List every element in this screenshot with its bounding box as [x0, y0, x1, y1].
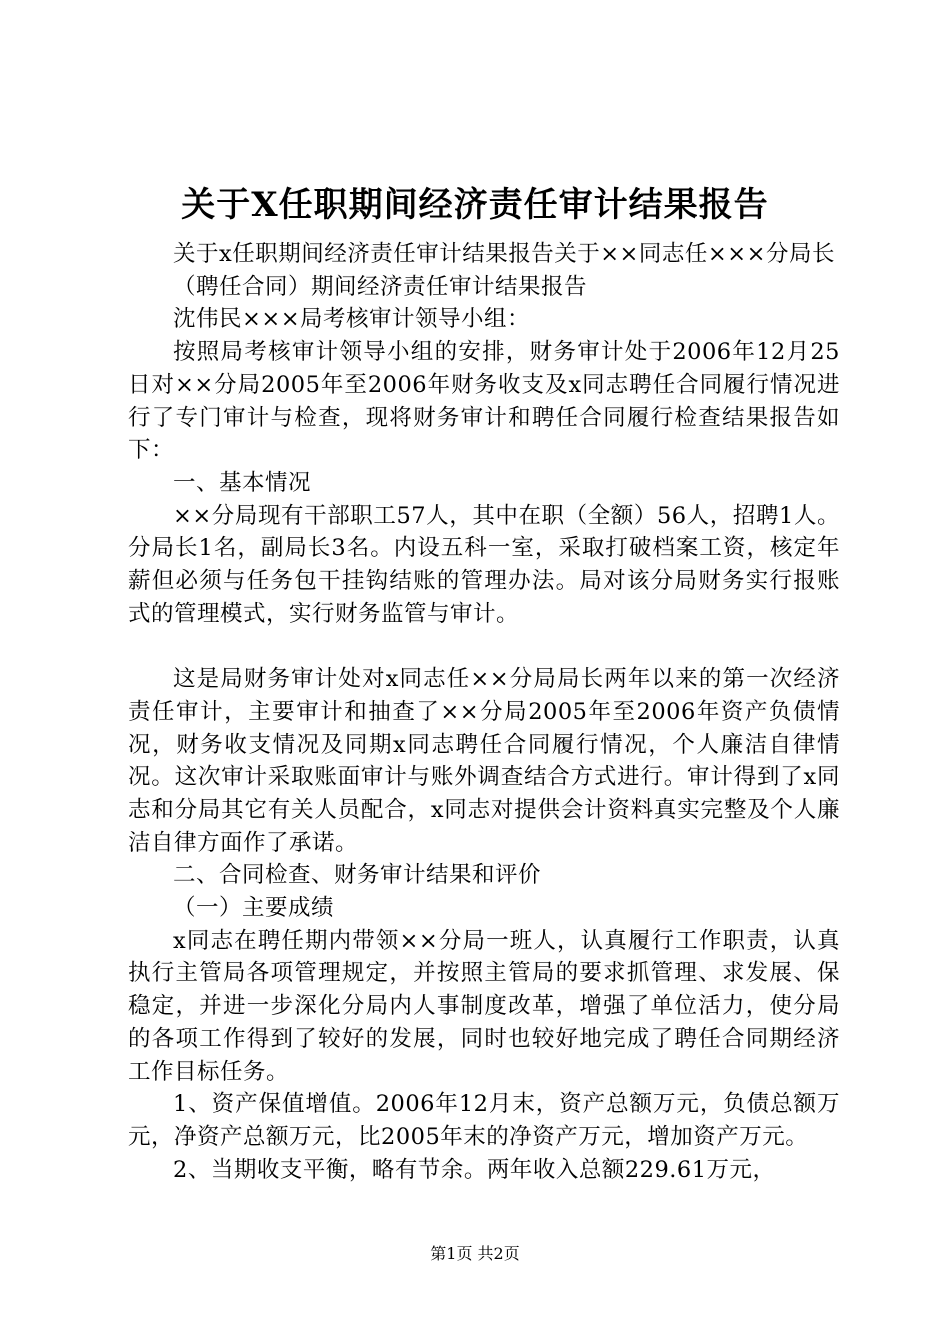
paragraph-heading-line: 关于x任职期间经济责任审计结果报告关于××同志任×××分局长 [173, 241, 835, 267]
document-body [128, 238, 840, 1186]
paragraph-intro: 按照局考核审计领导小组的安排，财务审计处于2006年12月25日对××分局2005年至2006年财务收支及x同志聘任合同履行情况进行了专门审计与检查，现将财务审计和聘任合同履行检查结果报告如下： [128, 339, 840, 464]
paragraph-basic-info: ××分局现有干部职工57人，其中在职（全额）56人，招聘1人。分局长1名，副局长3名。内设五科一室，采取打破档案工资，核定年薪但必须与任务包干挂钩结账的管理办法。局对该分局财务实行报账式的管理模式，实行财务监管与审计。 [128, 502, 840, 627]
document-title: 关于X任职期间经济责任审计结果报告 [181, 185, 769, 225]
blank-line [128, 630, 840, 663]
subsection-heading-achievements: （一）主要成绩 [173, 895, 335, 922]
paragraph-asset-value: 1、资产保值增值。2006年12月末，资产总额万元，负债总额万元，净资产总额万元，比2005年末的净资产万元，增加资产万元。 [128, 1091, 840, 1150]
page-footer: 第1页 共2页 [430, 1244, 520, 1263]
paragraph-addressee: 沈伟民×××局考核审计领导小组： [173, 306, 531, 333]
paragraph-audit-scope: 这是局财务审计处对x同志任××分局局长两年以来的第一次经济责任审计，主要审计和抽查了××分局2005年至2006年资产负债情况，财务收支情况及同期x同志聘任合同履行情况，个人廉洁自律情况。这次审计采取账面审计与账外调查结合方式进行。审计得到了x同志和分局其它有关人员配合，x同志对提供会计资料真实完整及个人廉洁自律方面作了承诺。 [128, 666, 840, 856]
paragraph-achievements: x同志在聘任期内带领××分局一班人，认真履行工作职责，认真执行主管局各项管理规定，并按照主管局的要求抓管理、求发展、保稳定，并进一步深化分局内人事制度改革，增强了单位活力，使分局的各项工作得到了较好的发展，同时也较好地完成了聘任合同期经济工作目标任务。 [128, 927, 840, 1085]
section-heading-basic: 一、基本情况 [173, 469, 312, 496]
paragraph-income-balance: 2、当期收支平衡，略有节余。两年收入总额229.61万元， [173, 1156, 776, 1183]
section-heading-results: 二、合同检查、财务审计结果和评价 [173, 862, 542, 889]
paragraph-subtitle: （聘任合同）期间经济责任审计结果报告 [173, 273, 588, 300]
